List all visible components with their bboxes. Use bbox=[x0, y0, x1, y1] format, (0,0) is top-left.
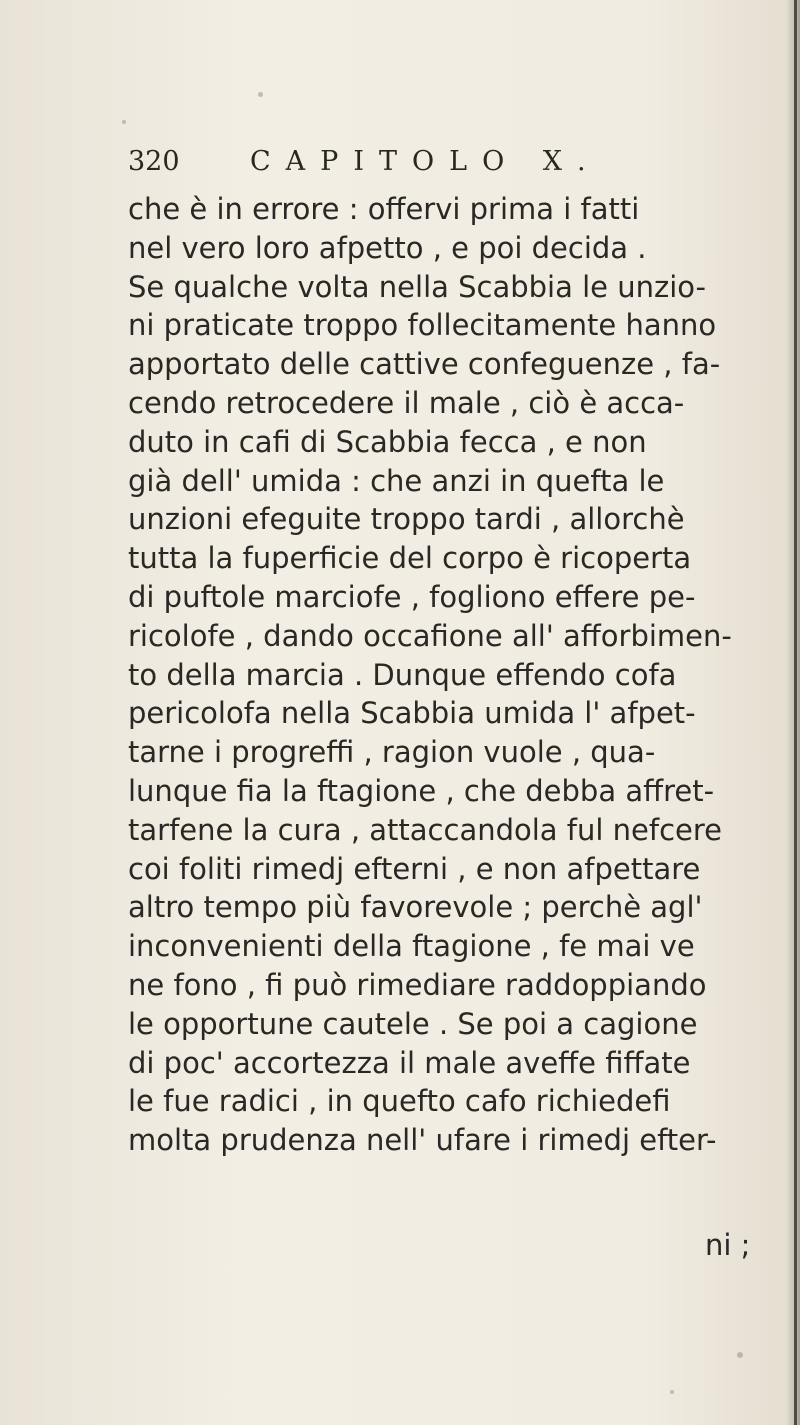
paper-speck bbox=[670, 1390, 674, 1394]
text-line: ricolofe , dando occafione all' afforbimen- bbox=[128, 618, 732, 653]
page-edge-shadow bbox=[786, 0, 800, 1425]
text-line: tutta la fuperficie del corpo è ricoperta bbox=[128, 541, 692, 576]
paper-speck bbox=[258, 92, 263, 97]
text-line: che è in errore : offervi prima i fatti bbox=[128, 192, 640, 226]
paper-speck bbox=[737, 1352, 743, 1358]
text-line: apportato delle cattive confeguenze , fa- bbox=[128, 347, 721, 382]
text-line: molta prudenza nell' ufare i rimedj efter- bbox=[128, 1123, 717, 1158]
text-line: di puftole marciofe , fogliono effere pe- bbox=[128, 579, 696, 614]
text-line: lunque fia la ftagione , che debba affret- bbox=[128, 773, 715, 808]
text-line: le fue radici , in quefto cafo richiedefi bbox=[128, 1084, 671, 1119]
text-line: le opportune cautele . Se poi a cagione bbox=[128, 1006, 698, 1041]
text-line: coi foliti rimedj efterni , e non afpettare bbox=[128, 851, 701, 886]
text-line: tarfene la cura , attaccandola ful nefcere bbox=[128, 812, 723, 847]
text-line: già dell' umida : che anzi in quefta le bbox=[128, 463, 665, 498]
text-line: ni praticate troppo follecitamente hanno bbox=[128, 308, 717, 343]
text-line: unzioni efeguite troppo tardi , allorchè bbox=[128, 502, 685, 537]
text-line: pericolofa nella Scabbia umida l' afpet- bbox=[128, 696, 696, 731]
paper-speck bbox=[122, 120, 126, 124]
text-line: cendo retrocedere il male , ciò è acca- bbox=[128, 385, 685, 420]
text-line: to della marcia . Dunque effendo cofa bbox=[128, 657, 677, 692]
body-text bbox=[128, 190, 768, 1160]
page-edge-line bbox=[794, 0, 797, 1425]
text-line: ne fono , fi può rimediare raddoppiando bbox=[128, 967, 707, 1002]
text-line: altro tempo più favorevole ; perchè agl' bbox=[128, 890, 703, 925]
page-number: 320 bbox=[128, 146, 180, 177]
page-header bbox=[128, 146, 708, 186]
running-head: CAPITOLO X. bbox=[250, 146, 601, 177]
text-line: nel vero loro afpetto , e poi decida . bbox=[128, 230, 647, 265]
text-line: di poc' accortezza il male aveffe fiffate bbox=[128, 1045, 691, 1080]
text-line: duto in cafi di Scabbia fecca , e non bbox=[128, 424, 647, 459]
text-line: tarne i progreffi , ragion vuole , qua- bbox=[128, 735, 656, 770]
text-line: Se qualche volta nella Scabbia le unzio- bbox=[128, 269, 707, 304]
text-line: inconvenienti della ftagione , fe mai ve bbox=[128, 929, 695, 964]
catchword: ni ; bbox=[705, 1228, 751, 1262]
